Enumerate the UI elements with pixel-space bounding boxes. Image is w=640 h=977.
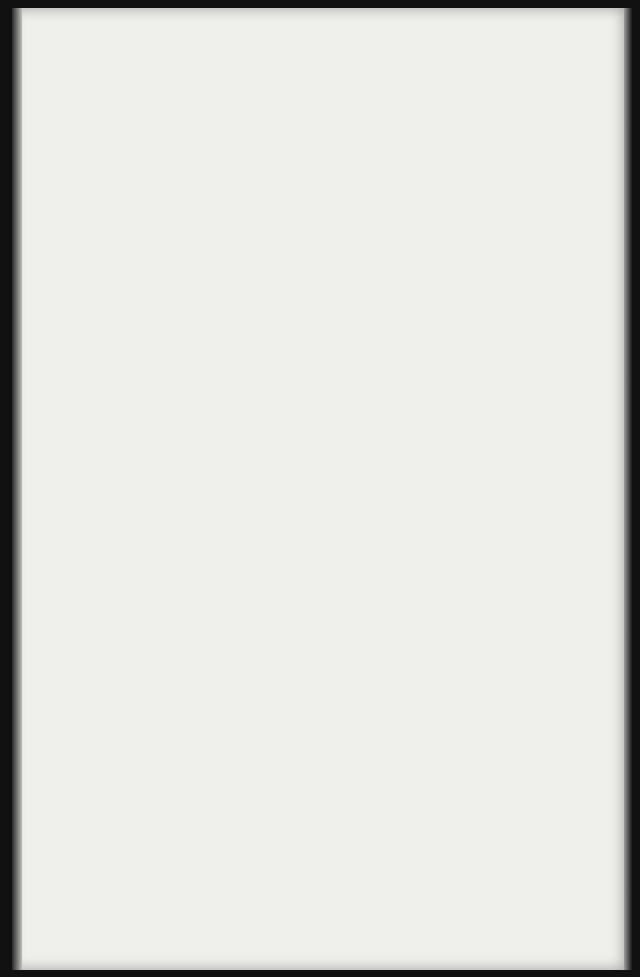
page-footer	[68, 44, 608, 74]
page-edge	[624, 8, 632, 970]
page-content	[68, 30, 608, 74]
page-gutter-shadow	[12, 8, 22, 970]
book-page	[12, 8, 624, 970]
